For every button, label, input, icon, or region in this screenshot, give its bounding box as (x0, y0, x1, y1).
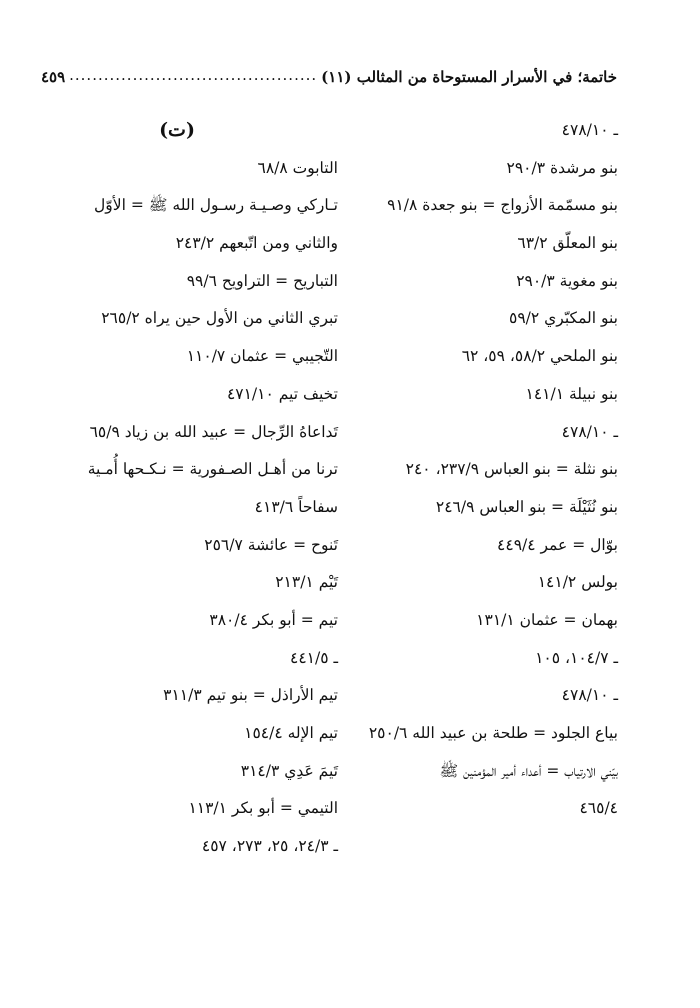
index-entry: بنو المكبّري ٥٩/٢ (509, 309, 618, 328)
index-entry: تبري الثاني من الأول حين يراه ٢٦٥/٢ (101, 309, 338, 328)
index-entry: ـ ٤٧٨/١٠ (561, 121, 618, 139)
index-entry: بيّني الارتياب = أعداء أمير المؤمنين ﷺ (439, 761, 618, 780)
index-entry: بهمان = عثمان ١٣١/١ (476, 610, 618, 629)
index-entry: تَيْم ٢١٣/١ (275, 573, 338, 592)
index-entry: والثاني ومن اتّبعهم ٢٤٣/٢ (175, 234, 338, 253)
index-entry: بنو مسمّمة الأزواج = بنو جعدة ٩١/٨ (387, 196, 618, 215)
index-entry: بياع الجلود = طلحة بن عبيد الله ٢٥٠/٦ (368, 724, 618, 742)
index-entry: ـ ٤٧٨/١٠ (561, 686, 618, 705)
index-entry: التّجيبي = عثمان ١١٠/٧ (186, 347, 338, 366)
index-entry: تـاركي وصـيـة رسـول الله ﷺ = الأوّل (94, 196, 338, 215)
index-entry: بنو مغوية ٢٩٠/٣ (516, 271, 618, 290)
page-number: ٤٥٩ (40, 68, 66, 86)
header-title: خاتمة؛ في الأسرار المستوحاة من المثالب (١١) (321, 68, 617, 86)
index-entry: تخيف تيم ٤٧١/١٠ (226, 384, 338, 403)
index-entry: بنو مرشدة ٢٩٠/٣ (506, 158, 618, 177)
index-entry: تيم = أبو بكر ٣٨٠/٤ (209, 610, 338, 629)
running-header (40, 60, 617, 86)
index-entry: تَداعاهُ الرِّجال = عبيد الله بن زياد ٦٥/٩ (89, 422, 338, 441)
index-entry: بوّال = عمر ٤٤٩/٤ (497, 535, 618, 554)
index-entry: تيم الأراذل = بنو تيم ٣١١/٣ (163, 686, 338, 705)
index-entry: ـ ٢٤/٣، ٢٥، ٢٧٣، ٤٥٧ (201, 837, 338, 856)
index-column-left (76, 112, 338, 866)
index-entry: تَيمَ عَدِي ٣١٤/٣ (240, 761, 338, 780)
index-entry: بنو المعلّق ٦٣/٢ (517, 234, 618, 253)
index-entry: بنو نثلة = بنو العباس ٢٣٧/٩، ٢٤٠ (405, 460, 618, 479)
index-entry: التيمي = أبو بكر ١١٣/١ (188, 799, 338, 818)
index-entry: سفاحاً ٤١٣/٦ (254, 497, 338, 516)
index-entry: بنو الملحي ٥٨/٢، ٥٩، ٦٢ (461, 347, 618, 366)
index-entry: ـ ١٠٤/٧، ١٠٥ (535, 648, 618, 667)
index-entry: التابوت ٦٨/٨ (257, 158, 338, 177)
index-entry: بنو نُثَيْلَة = بنو العباس ٢٤٦/٩ (435, 497, 618, 516)
index-entry: بنو نبيلة ١٤١/١ (525, 384, 618, 403)
index-entry: التباريح = التراويح ٩٩/٦ (186, 271, 338, 290)
index-entry: ـ ٤٧٨/١٠ (561, 422, 618, 441)
section-letter-heading: (ت) (159, 119, 195, 141)
index-entry: بولس ١٤١/٢ (537, 573, 618, 592)
index-entry: تَنوح = عائشة ٢٥٦/٧ (204, 535, 338, 554)
index-entry: ـ ٤٤١/٥ (290, 648, 338, 667)
index-column-right (368, 112, 618, 828)
index-entry: ٤٦٥/٤ (579, 799, 618, 818)
index-entry: ترنا من أهـل الصـفورية = نـكـحها أُمـية (87, 460, 338, 479)
header-leader-dots: ........................................... (69, 66, 318, 84)
index-entry: تيم الإله ١٥٤/٤ (244, 724, 338, 742)
